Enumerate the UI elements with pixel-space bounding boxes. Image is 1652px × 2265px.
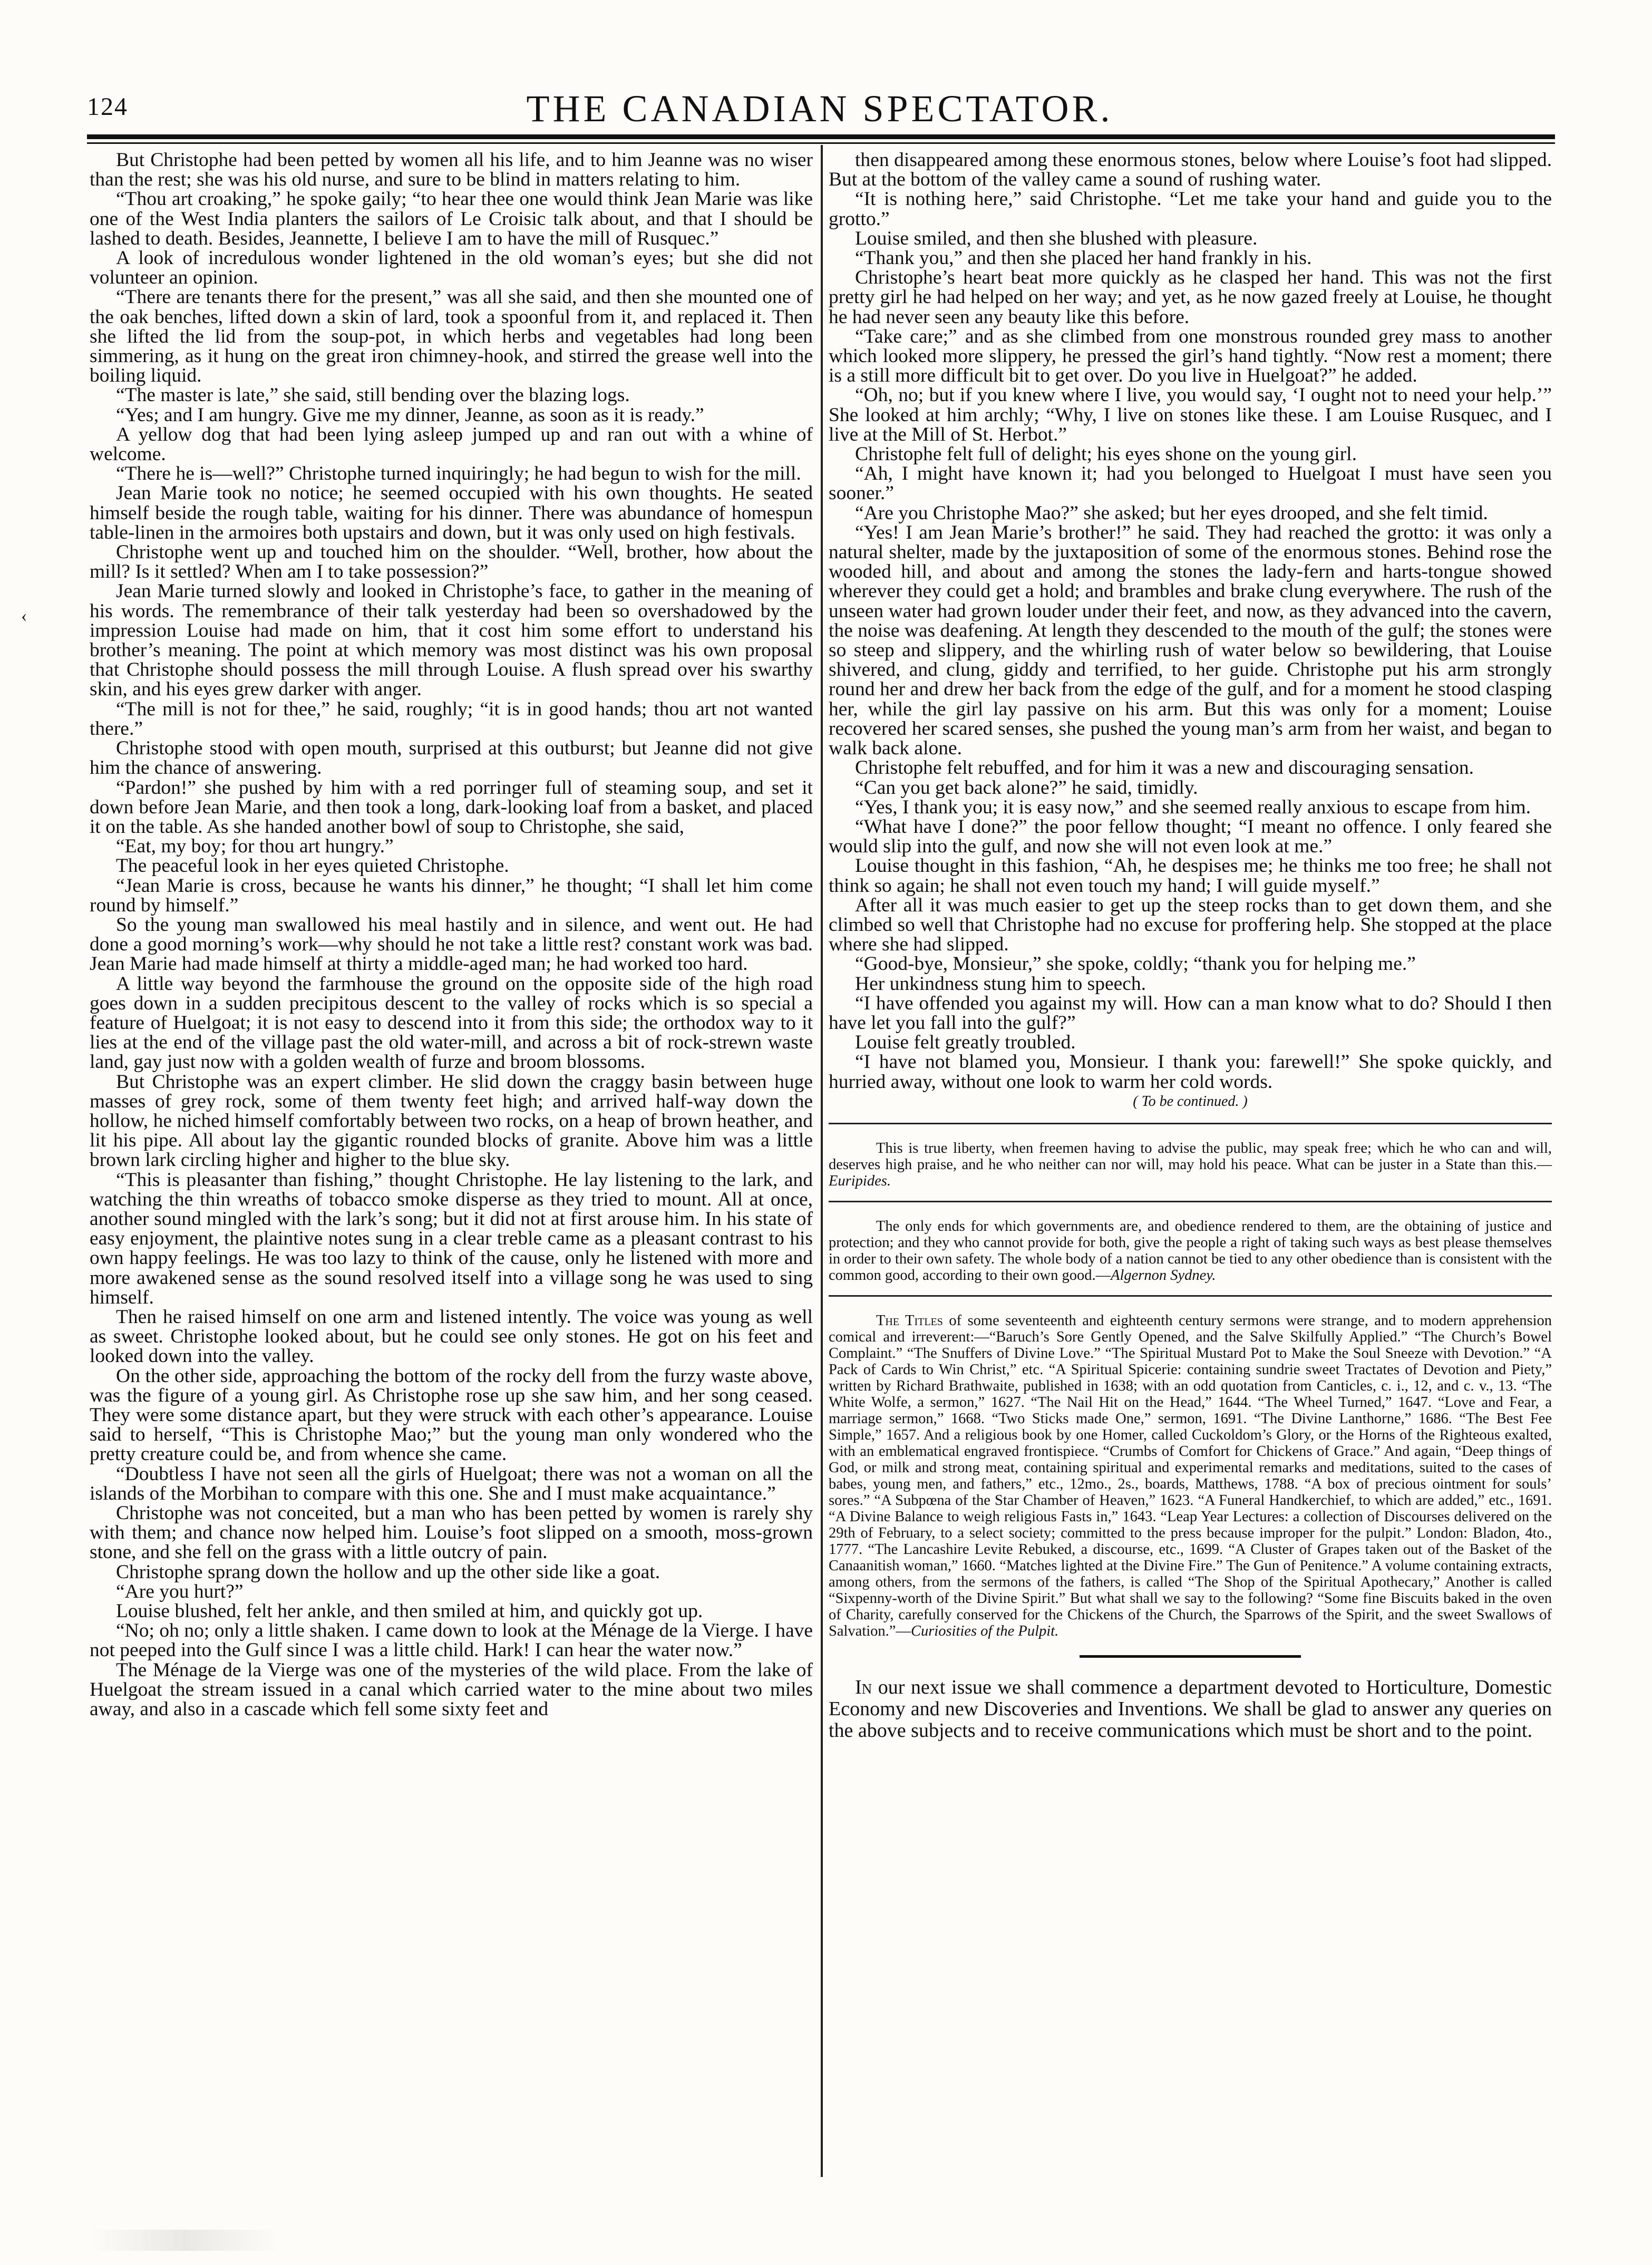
paragraph: Christophe’s heart beat more quickly as he clasped her hand. This was not the first pretty girl he had helped on her way; and yet, as he now gazed freely at Louise, he thought he had never seen any beauty like this before. [829, 267, 1552, 328]
paragraph: “I have offended you against my will. How can a man know what to do? Should I then have let you fall into the gulf?” [829, 992, 1552, 1034]
paragraph: “Yes, I thank you; it is easy now,” and she seemed really anxious to escape from him. [855, 796, 1531, 818]
paragraph: But Christophe had been petted by women all his life, and to him Jeanne was no wiser than the rest; she was his old nurse, and sure to be blind in matters relating to him. [90, 149, 813, 191]
paragraph: “The master is late,” she said, still bending over the blazing logs. [116, 384, 630, 406]
paragraph: “Thank you,” and then she placed her hand frankly in his. [855, 247, 1312, 269]
paragraph: “Are you hurt?” [116, 1580, 244, 1602]
paragraph: A look of incredulous wonder lightened in the old woman’s eyes; but she did not volunteer an opinion. [90, 247, 813, 289]
paragraph: “What have I done?” the poor fellow thought; “I meant no offence. I only feared she would slip into the gulf, and now she will not even look at me.” [829, 815, 1552, 858]
paragraph: “Yes! I am Jean Marie’s brother!” he said. They had reached the grotto: it was only a natural shelter, made by the juxtaposition of some of the enormous stones. Behind rose the wooded hill, and about and among the stones the lady-fern and harts-tongue showed wherever they could get a hold; and brambles and brake clung everywhere. The rush of the unseen water had grown louder under their feet, and now, as they advanced into the cavern, the noise was deafening. At length they descended to the mouth of the gulf; the stones were so steep and slippery, and the whirling rush of water below so bewildering, that Louise shivered, and clung, giddy and terrified, to her guide. Christophe put his arm strongly round her and drew her back from the edge of the gulf, and for a moment he stood clasping her, while the girl lay passive on his arm. But this was only for a moment; Louise recovered her scared senses, she pushed the young man’s arm from her waist, and began to walk back alone. [829, 521, 1552, 760]
paragraph: “Yes; and I am hungry. Give me my dinner, Jeanne, as soon as it is ready.” [116, 404, 704, 426]
page-header [87, 87, 1552, 140]
quote-euripides-text: This is true liberty, when freemen having to advise the public, may speak free; which he who can and will, deserves high praise, and he who neither can nor will, may hold his peace. What can be juster in a State than this.— [829, 1140, 1552, 1173]
paragraph: “There he is—well?” Christophe turned inquiringly; he had begun to wish for the mill. [116, 463, 801, 485]
announcement-text: our next issue we shall commence a department devoted to Horticulture, Domestic Economy and new Discoveries and Inventions. We shall be glad to answer any queries on the above subjects and to receive communications which must be short and to the point. [829, 1676, 1552, 1742]
paragraph: Louise felt greatly troubled. [855, 1032, 1076, 1054]
section-divider [829, 1295, 1552, 1297]
paragraph: “I have not blamed you, Monsieur. I thank you: farewell!” She spoke quickly, and hurried away, without one look to warm her cold words. [829, 1051, 1552, 1093]
paragraph: “Ah, I might have known it; had you belonged to Huelgoat I must have seen you sooner.” [829, 463, 1552, 504]
paragraph: Christophe was not conceited, but a man who has been petted by women is rarely shy with them; and chance now helped him. Louise’s foot slipped on a smooth, moss-grown stone, and she fell on the grass with a little outcry of pain. [90, 1502, 813, 1563]
short-divider [1080, 1655, 1301, 1658]
paragraph: Christophe felt full of delight; his eyes shone on the young girl. [855, 443, 1357, 465]
paragraph: Christophe sprang down the hollow and up the other side like a goat. [116, 1561, 660, 1583]
sermon-titles [829, 1313, 1552, 1639]
paragraph: “The mill is not for thee,” he said, roughly; “it is in good hands; thou art not wanted there.” [90, 698, 813, 740]
header-rule-thin [87, 142, 1555, 144]
paragraph: Christophe felt rebuffed, and for him it was a new and discouraging sensation. [855, 757, 1474, 779]
sermon-titles-source: Curiosities of the Pulpit. [910, 1622, 1059, 1639]
quote-sydney-attribution: Algernon Sydney. [1111, 1267, 1216, 1284]
publication-title: THE CANADIAN SPECTATOR. [526, 88, 1113, 130]
announcement-lead: In [855, 1676, 872, 1698]
section-divider [829, 1123, 1552, 1124]
paragraph: “There are tenants there for the present,” was all she said, and then she mounted one of the oak benches, lifted down a skin of lard, took a spoonful from it, and replaced it. Then she lifted the lid from the soup-pot, in which herbs and vegetables had long been simmering, as it hung on the great iron chimney-hook, and stirred the grease well into the boiling liquid. [90, 286, 813, 387]
column-divider [821, 145, 823, 2177]
sermon-titles-text: of some seventeenth and eighteenth century sermons were strange, and to modern apprehension comical and irreverent:—“Baruch’s Sore Gently Opened, and the Salve Skilfully Applied.” “The Church’s Bowel Complaint.” “The Snuffers of Divine Love.” “The Spiritual Mustard Pot to Make the Soul Sneeze with Devotion.” “A Pack of Cards to Win Christ,” etc. “A Spiritual Spicerie: containing sundrie sweet Tractates of Devotion and Piety,” written by Richard Brathwaite, published in 1638; with an odd quotation from Canticles, c. i., 12, and c. v., 13. “The White Wolfe, a sermon,” 1627. “The Nail Hit on the Head,” 1644. “The Wheel Turned,” 1647. “Love and Fear, a marriage sermon,” 1668. “Two Sticks made One,” sermon, 1691. “The Divine Lanthorne,” 1686. “The Best Fee Simple,” 1657. And a religious book by one Homer, called Cuckoldom’s Glory, or the Horns of the Righteous exalted, with an emblematical engraved frontispiece. “Crumbs of Comfort for Chickens of Grace.” And again, “Deep things of God, or milk and strong meat, containing spiritual and experimental remarks and meditations, suited to the cases of babes, young men, and fathers,” etc., 12mo., 2s., boards, Matthews, 1788. “A box of precious ointment for souls’ sores.” “A Subpœna of the Star Chamber of Heaven,” 1623. “A Funeral Handkerchief, to which are added,” etc., 1691. “A Divine Balance to weigh religious Fasts in,” 1643. “Leap Year Lectures: a collection of Discourses delivered on the 29th of February, to a select society; committed to the press because improper for the pulpit.” London: Bladon, 4to., 1777. “The Lancashire Levite Rebuked, a discourse, etc., 1699. “A Cluster of Grapes taken out of the Basket of the Canaanitish woman,” 1660. “Matches lighted at the Divine Fire.” The Gun of Penitence.” A volume containing extracts, among others, from the sermons of the fathers, is called “The Shop of the Spiritual Apothecary,” Another is called “Sixpenny-worth of the Divine Spirit.” But what shall we say to the following? “Some fine Biscuits baked in the oven of Charity, carefully conserved for the Chickens of the Church, the Sparrows of the Spirit, and the sweet Swallows of Salvation.”— [829, 1312, 1552, 1639]
section-divider [829, 1201, 1552, 1202]
paragraph: But Christophe was an expert climber. He slid down the craggy basin between huge masses of grey rock, some of them twenty feet high; and arrived half-way down the hollow, he niched himself comfortably between two rocks, on a heap of brown heather, and lit his pipe. All about lay the gigantic rounded blocks of granite. Above him was a little brown lark circling higher and higher to the blue sky. [90, 1071, 813, 1171]
announcement [829, 1677, 1552, 1742]
paragraph: then disappeared among these enormous stones, below where Louise’s foot had slipped. But at the bottom of the valley came a sound of rushing water. [829, 149, 1552, 191]
paragraph: “It is nothing here,” said Christophe. “Let me take your hand and guide you to the grotto.” [829, 188, 1552, 230]
quote-sydney [829, 1218, 1552, 1284]
paragraph: “Pardon!” she pushed by him with a red porringer full of steaming soup, and set it down before Jean Marie, and then took a long, dark-looking loaf from a basket, and placed it on the table. As she handed another bowl of soup to Christophe, she said, [90, 776, 813, 838]
paragraph: “Eat, my boy; for thou art hungry.” [116, 835, 394, 858]
paragraph: “Thou art croaking,” he spoke gaily; “to hear thee one would think Jean Marie was like one of the West India planters the sailors of Le Croisic talk about, and that I should be lashed to death. Besides, Jeannette, I believe I am to have the mill of Rusquec.” [90, 188, 813, 249]
page-number: 124 [87, 93, 128, 121]
paragraph: A yellow dog that had been lying asleep jumped up and ran out with a whine of welcome. [90, 423, 813, 465]
quote-euripides-attribution: Euripides. [829, 1172, 891, 1189]
to-be-continued: ( To be continued. ) [1133, 1093, 1248, 1110]
story-continuation [829, 150, 1552, 1092]
paragraph: Christophe went up and touched him on the shoulder. “Well, brother, how about the mill? Is it settled? When am I to take possession?” [90, 541, 813, 583]
paragraph: Christophe stood with open mouth, surprised at this outburst; but Jeanne did not give him the chance of answering. [90, 737, 813, 779]
paragraph: “Can you get back alone?” he said, timidly. [855, 776, 1198, 799]
right-column [829, 150, 1552, 1742]
margin-mark: ‹ [21, 606, 27, 626]
paragraph: Her unkindness stung him to speech. [855, 973, 1146, 995]
paragraph: “This is pleasanter than fishing,” thought Christophe. He lay listening to the lark, and watching the thin wreaths of tobacco smoke disperse as they tried to mount. All at once, another sound mingled with the lark’s song; but it did not at first arouse him. In his state of easy enjoyment, the plaintive notes sung in a clear treble came as a pleasant contrast to his own happy feelings. He was too lazy to think of the cause, only he listened with more and more awakened sense as the sound resolved itself into a village song he was used to sing himself. [90, 1169, 813, 1308]
paragraph: “Oh, no; but if you knew where I live, you would say, ‘I ought not to need your help.’” She looked at him archly; “Why, I live on stones like these. I am Louise Rusquec, and I live at the Mill of St. Herbot.” [829, 384, 1552, 445]
paragraph: Louise blushed, felt her ankle, and then smiled at him, and quickly got up. [116, 1600, 703, 1622]
paragraph: The Ménage de la Vierge was one of the mysteries of the wild place. From the lake of Huelgoat the stream issued in a canal which carried water to the mine about two miles away, and also in a cascade which fell some sixty feet and [90, 1659, 813, 1720]
paragraph: “Good-bye, Monsieur,” she spoke, coldly; “thank you for helping me.” [855, 953, 1416, 975]
quote-sydney-text: The only ends for which governments are, and obedience rendered to them, are the obtaining of justice and protection; and they who cannot provide for both, give the people a right of taking such ways as best please themselves in order to their own safety. The whole body of a nation cannot be tied to any other obedience than is consistent with the common good, according to their own good.— [829, 1218, 1552, 1284]
paragraph: “Are you Christophe Mao?” she asked; but her eyes drooped, and she felt timid. [855, 502, 1488, 524]
paragraph: Jean Marie took no notice; he seemed occupied with his own thoughts. He seated himself beside the rough table, waiting for his dinner. There was abundance of homespun table-linen in the armoires both upstairs and down, but it was only used on high festivals. [90, 482, 813, 543]
paragraph: Then he raised himself on one arm and listened intently. The voice was young as well as sweet. Christophe looked about, but he could see only stones. He got on his feet and looked down into the valley. [90, 1306, 813, 1367]
paragraph: The peaceful look in her eyes quieted Christophe. [116, 855, 509, 877]
left-column [90, 150, 813, 1719]
paragraph: “Take care;” and as she climbed from one monstrous rounded grey mass to another which looked more slippery, he pressed the girl’s hand tightly. “Now rest a moment; there is a still more difficult bit to get over. Do you live in Huelgoat?” he added. [829, 325, 1552, 387]
quote-euripides [829, 1140, 1552, 1189]
paragraph: Louise thought in this fashion, “Ah, he despises me; he thinks me too free; he shall not think so again; he shall not even touch my hand; I will guide myself.” [829, 855, 1552, 897]
paragraph: “Doubtless I have not seen all the girls of Huelgoat; there was not a woman on all the islands of the Morbihan to compare with this one. She and I must make acquaintance.” [90, 1463, 813, 1504]
paragraph: “No; oh no; only a little shaken. I came down to look at the Ménage de la Vierge. I have not peeped into the Gulf since I was a little child. Hark! I can hear the water now.” [90, 1620, 813, 1661]
paragraph: After all it was much easier to get up the steep rocks than to get down them, and she climbed so well that Christophe had no excuse for proffering help. She stopped at the place where she had slipped. [829, 894, 1552, 956]
paragraph: So the young man swallowed his meal hastily and in silence, and went out. He had done a good morning’s work—why should he not take a little rest? constant work was bad. Jean Marie had made himself at thirty a middle-aged man; he had worked too hard. [90, 913, 813, 975]
paragraph: A little way beyond the farmhouse the ground on the opposite side of the high road goes down in a sudden precipitous descent to the valley of rocks which is so special a feature of Huelgoat; it is not easy to descend into it from this side; the orthodox way to it lies at the end of the village past the old water-mill, and across a bit of rock-strewn waste land, gay just now with a golden wealth of furze and broom blossoms. [90, 973, 813, 1073]
paragraph: “Jean Marie is cross, because he wants his dinner,” he thought; “I shall let him come round by himself.” [90, 874, 813, 916]
paragraph: On the other side, approaching the bottom of the rocky dell from the furzy waste above, was the figure of a young girl. As Christophe rose up she saw him, and her song ceased. They were some distance apart, but they were struck with each other’s appearance. Louise said to herself, “This is Christophe Mao;” but the young man only wondered who the pretty creature could be, and from whence she came. [90, 1365, 813, 1465]
header-rule [87, 134, 1555, 139]
sermon-titles-lead: The Titles [876, 1312, 943, 1329]
scan-smudge [90, 2230, 279, 2251]
paragraph: Louise smiled, and then she blushed with pleasure. [855, 227, 1258, 249]
paragraph: Jean Marie turned slowly and looked in Christophe’s face, to gather in the meaning of his words. The remembrance of their talk yesterday had been so overshadowed by the impression Louise had made on him, that it cost him some effort to understand his brother’s meaning. The point at which memory was most distinct was his own proposal that Christophe should possess the mill through Louise. A flush spread over his swarthy skin, and his eyes grew darker with anger. [90, 580, 813, 701]
